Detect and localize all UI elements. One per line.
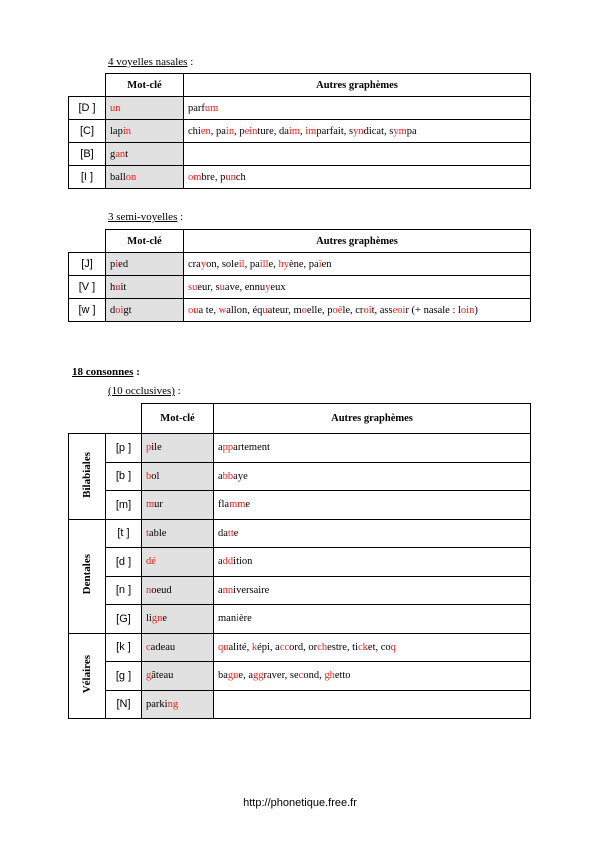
grapheme-segment: dd: [222, 556, 234, 568]
grapheme-segment: ou: [188, 304, 199, 316]
phoneme-symbol: [B]: [69, 143, 106, 166]
grapheme-segment: un: [225, 171, 236, 183]
articulation-group: [69, 519, 106, 633]
grapheme-segment: ym: [393, 125, 407, 137]
grapheme-segment: gn: [151, 613, 163, 625]
grapheme-segment: ,: [300, 125, 306, 137]
grapheme-segment: c: [298, 670, 304, 682]
phoneme-symbol: [d ]: [106, 548, 142, 577]
grapheme-segment: e, a: [238, 670, 253, 682]
grapheme-segment: yn: [353, 125, 364, 137]
graphemes-cell: [184, 120, 531, 143]
table-row: [69, 253, 531, 276]
grapheme-segment: un: [110, 102, 121, 114]
grapheme-segment: r (+ nasale : l: [405, 304, 461, 316]
grapheme-segment: m: [146, 499, 155, 511]
grapheme-segment: en: [200, 125, 211, 137]
keyword-cell: [106, 143, 184, 166]
grapheme-segment: u: [115, 281, 121, 293]
graphemes-cell: [184, 299, 531, 322]
grapheme-segment: eoi: [392, 304, 406, 316]
grapheme-segment: allon, éq: [226, 304, 263, 316]
grapheme-segment: a te,: [198, 304, 219, 316]
grapheme-segment: da: [218, 527, 228, 539]
graphemes-cell: [214, 462, 531, 491]
grapheme-segment: d: [146, 556, 152, 568]
keyword-cell: [142, 690, 214, 719]
grapheme-segment: bb: [222, 470, 234, 482]
grapheme-segment: ng: [167, 698, 179, 710]
grapheme-segment: ave, ennu: [224, 281, 266, 293]
graphemes-cell: [184, 143, 531, 166]
grapheme-segment: é: [151, 556, 156, 568]
grapheme-segment: y: [200, 258, 207, 270]
grapheme-segment: cc: [279, 641, 290, 653]
table-row: [69, 633, 531, 662]
grapheme-segment: an: [115, 148, 126, 160]
grapheme-segment: g: [110, 148, 116, 160]
grapheme-segment: e: [162, 613, 168, 625]
grapheme-segment: a: [218, 556, 223, 568]
grapheme-segment: parf: [188, 102, 205, 114]
grapheme-segment: q: [390, 641, 396, 653]
grapheme-segment: , pa: [210, 125, 226, 137]
grapheme-segment: man: [218, 613, 237, 625]
graphemes-cell: [214, 434, 531, 463]
keyword-cell: [106, 253, 184, 276]
grapheme-segment: nn: [222, 584, 234, 596]
grapheme-segment: tt: [227, 527, 234, 539]
grapheme-segment: elle, p: [306, 304, 333, 316]
grapheme-segment: li: [146, 613, 152, 625]
grapheme-segment: fla: [218, 499, 230, 511]
grapheme-segment: aye: [233, 470, 248, 482]
grapheme-segment: i: [236, 613, 239, 625]
grapheme-segment: ill: [259, 258, 269, 270]
keyword-cell: [142, 491, 214, 520]
phoneme-symbol: [G]: [106, 605, 142, 634]
grapheme-segment: qu: [218, 641, 229, 653]
grapheme-segment: adeau: [150, 641, 176, 653]
grapheme-segment: et, co: [367, 641, 391, 653]
col-header-key: Mot-clé: [106, 74, 184, 97]
grapheme-segment: in: [225, 125, 235, 137]
grapheme-segment: chi: [188, 125, 201, 137]
keyword-cell: [142, 548, 214, 577]
grapheme-segment: e: [233, 527, 239, 539]
grapheme-segment: su: [188, 281, 198, 293]
graphemes-cell: [214, 605, 531, 634]
keyword-cell: [142, 519, 214, 548]
table-row: [69, 662, 531, 691]
phoneme-symbol: [V ]: [69, 276, 106, 299]
phoneme-symbol: [J]: [69, 253, 106, 276]
grapheme-segment: h: [110, 281, 116, 293]
grapheme-segment: ord, or: [289, 641, 318, 653]
grapheme-segment: pp: [222, 442, 234, 454]
grapheme-segment: ba: [218, 670, 228, 682]
keyword-cell: [142, 434, 214, 463]
table-row: [69, 605, 531, 634]
keyword-cell: [106, 120, 184, 143]
grapheme-segment: , pa: [244, 258, 260, 270]
keyword-cell: [142, 633, 214, 662]
grapheme-segment: ï: [318, 258, 322, 270]
grapheme-segment: ball: [110, 171, 126, 183]
grapheme-segment: , p: [234, 125, 245, 137]
graphemes-cell: [184, 166, 531, 189]
grapheme-segment: le, cr: [342, 304, 364, 316]
grapheme-segment: gg: [253, 670, 264, 682]
grapheme-segment: on: [125, 171, 137, 183]
phoneme-symbol: [t ]: [106, 519, 142, 548]
grapheme-segment: p: [110, 258, 116, 270]
phoneme-symbol: [p ]: [106, 434, 142, 463]
graphemes-cell: [214, 491, 531, 520]
grapheme-segment: oin: [460, 304, 475, 316]
grapheme-segment: ur: [154, 499, 163, 511]
grapheme-segment: oê: [332, 304, 343, 316]
articulation-group: [69, 633, 106, 719]
grapheme-segment: able: [148, 527, 167, 539]
grapheme-segment: u: [262, 304, 268, 316]
grapheme-segment: i: [115, 258, 119, 270]
grapheme-segment: e,: [268, 258, 279, 270]
grapheme-segment: ène, pa: [288, 258, 319, 270]
phoneme-symbol: [m]: [106, 491, 142, 520]
grapheme-segment: alité,: [228, 641, 252, 653]
graphemes-cell: [214, 548, 531, 577]
grapheme-segment: o: [301, 304, 307, 316]
group-label: Bilabiales: [81, 451, 93, 498]
grapheme-segment: eur, s: [197, 281, 220, 293]
grapheme-segment: oeud: [151, 584, 172, 596]
grapheme-segment: im: [305, 125, 317, 137]
grapheme-segment: k: [251, 641, 258, 653]
phoneme-symbol: [I ]: [69, 166, 106, 189]
grapheme-segment: ol: [151, 470, 160, 482]
grapheme-segment: cra: [188, 258, 201, 270]
phoneme-symbol: [C]: [69, 120, 106, 143]
grapheme-segment: ch: [235, 171, 246, 183]
grapheme-segment: in: [122, 125, 131, 137]
table-row: [69, 491, 531, 520]
grapheme-segment: g: [146, 670, 152, 682]
grapheme-segment: il: [238, 258, 245, 270]
phoneme-symbol: [b ]: [106, 462, 142, 491]
semi-heading: 3 semi-voyelles :: [108, 211, 184, 223]
grapheme-segment: ateur, m: [267, 304, 302, 316]
grapheme-segment: oî: [363, 304, 372, 316]
graphemes-cell: [184, 276, 531, 299]
graphemes-cell: [214, 662, 531, 691]
grapheme-segment: pa: [406, 125, 417, 137]
grapheme-segment: raver, se: [263, 670, 299, 682]
col-header-key: Mot-clé: [106, 230, 184, 253]
phoneme-symbol: [g ]: [106, 662, 142, 691]
col-header-other: Autres graphèmes: [184, 74, 531, 97]
grapheme-segment: âteau: [151, 670, 174, 682]
table-row: [69, 690, 531, 719]
table-row: [69, 143, 531, 166]
graphemes-cell: [214, 690, 531, 719]
nasales-heading: 4 voyelles nasales :: [108, 56, 194, 68]
grapheme-segment: hy: [278, 258, 289, 270]
graphemes-cell: [184, 253, 531, 276]
grapheme-segment: w: [218, 304, 227, 316]
grapheme-segment: u: [219, 281, 225, 293]
graphemes-cell: [214, 519, 531, 548]
grapheme-segment: ture, da: [257, 125, 289, 137]
keyword-cell: [142, 462, 214, 491]
keyword-cell: [142, 605, 214, 634]
keyword-cell: [106, 97, 184, 120]
grapheme-segment: t: [146, 527, 149, 539]
keyword-cell: [106, 166, 184, 189]
grapheme-segment: mm: [229, 499, 246, 511]
grapheme-segment: t, ass: [371, 304, 393, 316]
group-label: Dentales: [81, 554, 93, 595]
graphemes-cell: [214, 576, 531, 605]
phoneme-symbol: [n ]: [106, 576, 142, 605]
grapheme-segment: ein: [244, 125, 258, 137]
keyword-cell: [106, 299, 184, 322]
grapheme-segment: ck: [357, 641, 368, 653]
grapheme-segment: on, sole: [206, 258, 239, 270]
grapheme-segment: ond,: [303, 670, 325, 682]
grapheme-segment: om: [188, 171, 202, 183]
grapheme-segment: ed: [118, 258, 129, 270]
grapheme-segment: iversaire: [233, 584, 270, 596]
grapheme-segment: ition: [233, 556, 253, 568]
table-row: [69, 299, 531, 322]
grapheme-segment: parfait, s: [316, 125, 354, 137]
grapheme-segment: ile: [151, 442, 162, 454]
table-row: [69, 519, 531, 548]
grapheme-segment: a: [218, 584, 223, 596]
phoneme-symbol: [D ]: [69, 97, 106, 120]
table-row: [69, 548, 531, 577]
consonnes-subheading: (10 occlusives) :: [108, 385, 181, 397]
table-row: [69, 434, 531, 463]
phoneme-symbol: [N]: [106, 690, 142, 719]
col-header-other: Autres graphèmes: [214, 404, 531, 434]
grapheme-segment: it: [120, 281, 127, 293]
semi-table: [68, 229, 531, 322]
grapheme-segment: um: [204, 102, 219, 114]
table-row: [69, 462, 531, 491]
table-row: [69, 166, 531, 189]
phoneme-symbol: [w ]: [69, 299, 106, 322]
grapheme-segment: gt: [123, 304, 132, 316]
graphemes-cell: [184, 97, 531, 120]
grapheme-segment: p: [146, 442, 152, 454]
consonnes-table: [68, 403, 531, 719]
grapheme-segment: t: [125, 148, 129, 160]
grapheme-segment: eux: [270, 281, 286, 293]
consonnes-heading: 18 consonnes :: [72, 366, 140, 378]
nasales-table: [68, 73, 531, 189]
grapheme-segment: en: [321, 258, 332, 270]
grapheme-segment: artement: [233, 442, 270, 454]
col-header-other: Autres graphèmes: [184, 230, 531, 253]
grapheme-segment: e: [245, 499, 251, 511]
grapheme-segment: parki: [146, 698, 168, 710]
grapheme-segment: gh: [324, 670, 335, 682]
footer-url: http://phonetique.free.fr: [243, 797, 357, 809]
group-label: Vélaires: [81, 655, 93, 694]
grapheme-segment: n: [146, 584, 152, 596]
grapheme-segment: oi: [115, 304, 124, 316]
grapheme-segment: bre, p: [201, 171, 226, 183]
grapheme-segment: ): [474, 304, 478, 316]
keyword-cell: [142, 576, 214, 605]
grapheme-segment: c: [146, 641, 151, 653]
grapheme-segment: a: [218, 442, 223, 454]
graphemes-cell: [214, 633, 531, 662]
grapheme-segment: b: [146, 470, 152, 482]
col-header-key: Mot-clé: [142, 404, 214, 434]
table-row: [69, 276, 531, 299]
grapheme-segment: épi, a: [257, 641, 280, 653]
grapheme-segment: y: [265, 281, 271, 293]
grapheme-segment: etto: [334, 670, 351, 682]
grapheme-segment: ch: [317, 641, 328, 653]
keyword-cell: [142, 662, 214, 691]
articulation-group: [69, 434, 106, 520]
grapheme-segment: dicat, s: [363, 125, 394, 137]
phoneme-symbol: [k ]: [106, 633, 142, 662]
grapheme-segment: d: [110, 304, 116, 316]
grapheme-segment: lap: [110, 125, 123, 137]
grapheme-segment: estre, ti: [327, 641, 358, 653]
grapheme-segment: im: [288, 125, 301, 137]
grapheme-segment: gu: [227, 670, 239, 682]
table-row: [69, 576, 531, 605]
table-row: [69, 97, 531, 120]
grapheme-segment: a: [218, 470, 223, 482]
keyword-cell: [106, 276, 184, 299]
grapheme-segment: ère: [239, 613, 252, 625]
table-row: [69, 120, 531, 143]
